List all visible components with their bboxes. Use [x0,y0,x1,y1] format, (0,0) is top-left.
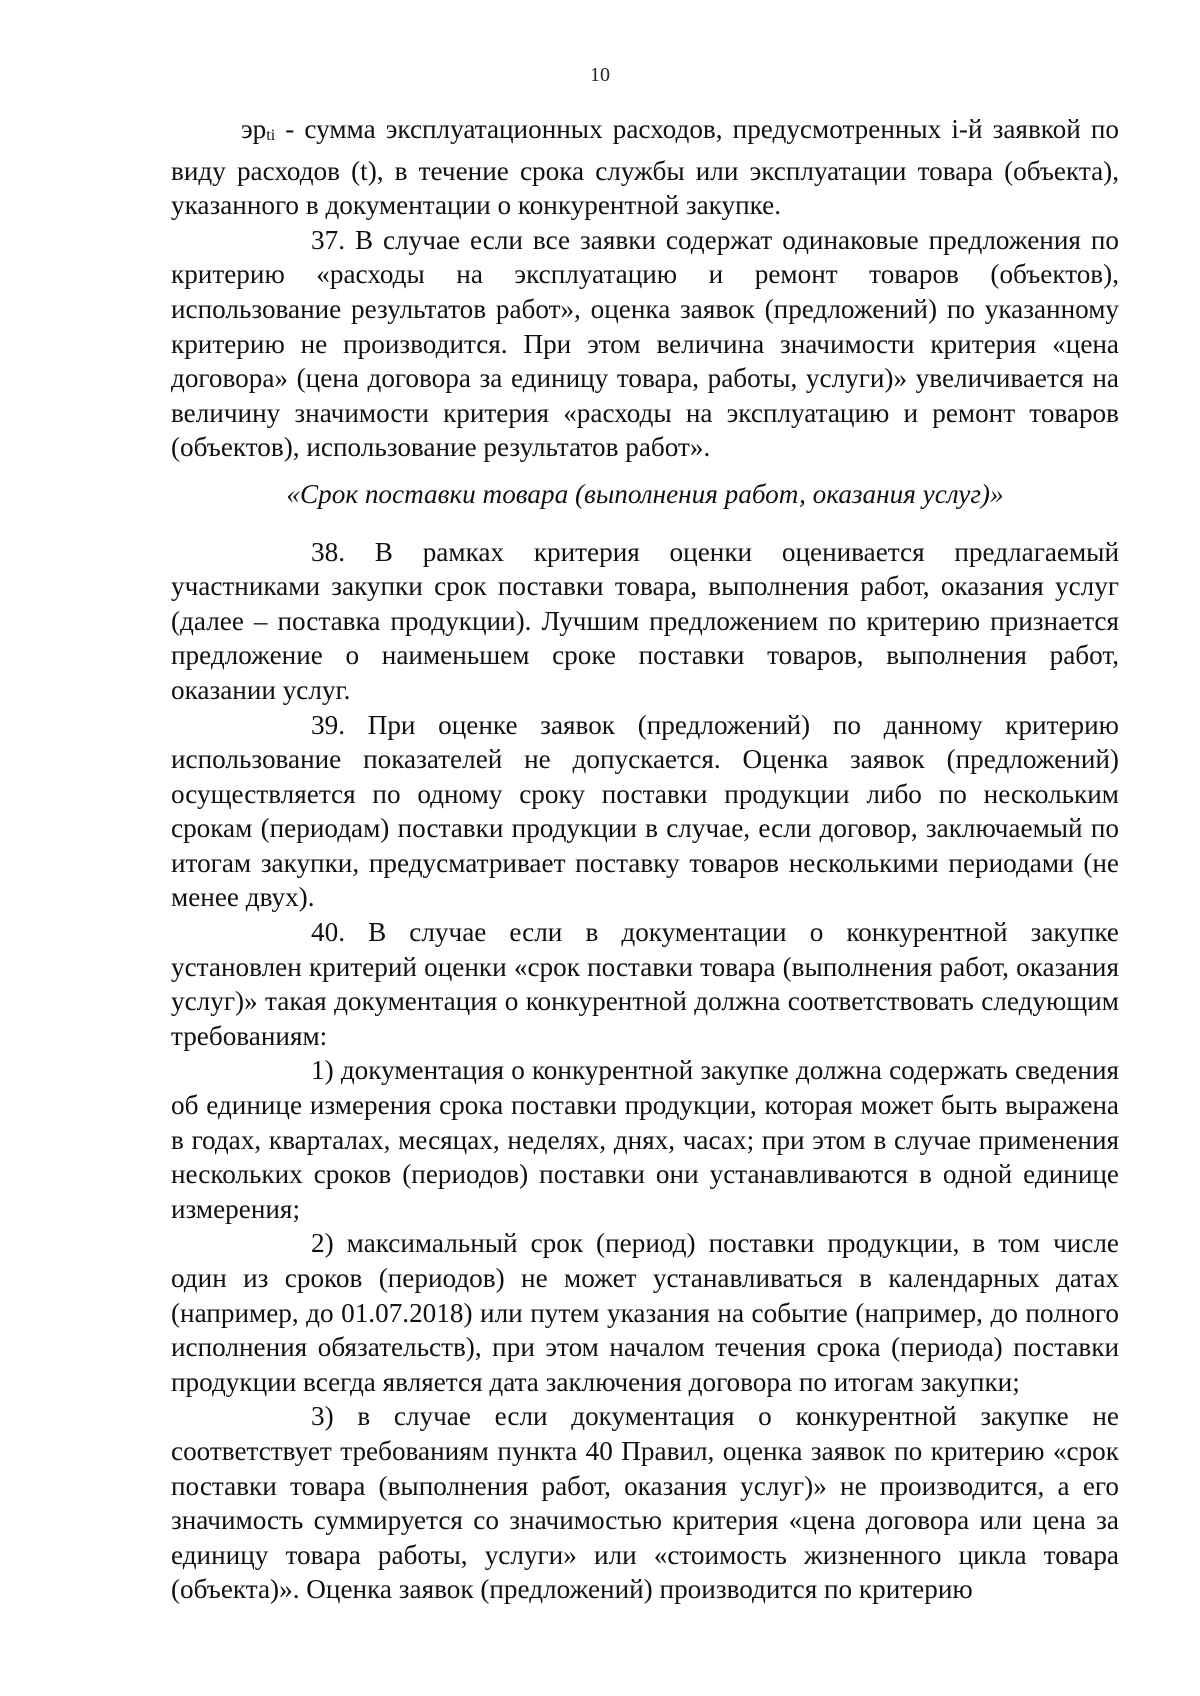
paragraph-text: При оценке заявок (предложений) по данному критерию использование показателей не допускается. Оценка заявок (предложений) осуществляется по одному сроку поставки продукции либо по нескольким срокам (периодам) поставки продукции в случае, если договор, заключаемый по итогам закупки, предусматривает поставку товаров несколькими периодами (не менее двух). [171,709,1119,913]
formula-symbol: эр [241,114,267,144]
paragraph-number: 37. [311,224,345,255]
paragraph-text: В рамках критерия оценки оценивается предлагаемый участниками закупки срок поставки товара, выполнения работ, оказания услуг (далее – поставка продукции). Лучшим предложением по критерию признается предложение о наименьшем сроке поставки товаров, выполнения работ, оказании услуг. [171,536,1119,705]
paragraph-39 [171,708,1119,916]
paragraph-40 [171,915,1119,1053]
document-body [171,112,1119,1607]
list-item-text: максимальный срок (период) поставки продукции, в том числе один из сроков (периодов) не может устанавливаться в календарных датах (например, до 01.07.2018) или путем указания на событие (например, до полного исполнения обязательств), при этом началом течения срока (периода) поставки продукции всегда является дата заключения договора по итогам закупки; [171,1228,1119,1397]
section-heading: «Срок поставки товара (выполнения работ, оказания услуг)» [286,478,1004,509]
paragraph-text: - сумма эксплуатационных расходов, предусмотренных i-й заявкой по виду расходов (t), в течение срока службы или эксплуатации товара (объекта), указанного в документации о конкурентной закупке. [171,114,1119,221]
paragraph-number: 38. [311,536,345,567]
paragraph-37 [171,223,1119,465]
list-item-number: 2) [311,1228,334,1259]
list-item-text: документация о конкурентной закупке должна содержать сведения об единице измерения срока поставки продукции, которая может быть выражена в годах, кварталах, месяцах, неделях, днях, часах; при этом в случае применения нескольких сроков (периодов) поставки они устанавливаются в одной единице измерения; [171,1055,1120,1224]
list-item-number: 3) [311,1401,334,1432]
paragraph-text: В случае если все заявки содержат одинаковые предложения по критерию «расходы на эксплуатацию и ремонт товаров (объектов), использование результатов работ», оценка заявок (предложений) по указанному критерию не производится. При этом величина значимости критерия «цена договора» (цена договора за единицу товара, работы, услуги)» увеличивается на величину значимости критерия «расходы на эксплуатацию и ремонт товаров (объектов), использование результатов работ». [171,224,1120,463]
paragraph-38 [171,535,1119,708]
list-item-number: 1) [311,1055,334,1086]
paragraph-text: В случае если в документации о конкурентной закупке установлен критерий оценки «срок поставки товара (выполнения работ, оказания услуг)» такая документация о конкурентной должна соответствовать следующим требованиям: [171,917,1120,1051]
list-item-2 [171,1226,1119,1399]
paragraph-erti-definition [171,112,1119,223]
page-number: 10 [590,64,610,86]
formula-subscript: ti [266,127,276,144]
list-item-text: в случае если документация о конкурентной закупке не соответствует требованиям пункта 40 Правил, оценка заявок по критерию «срок поставки товара (выполнения работ, оказания услуг)» не производится, а его значимость суммируется со значимостью критерия «цена договора или цена за единицу товара работы, услуги» или «стоимость жизненного цикла товара (объекта)». Оценка заявок (предложений) производится по критерию [171,1401,1120,1605]
list-item-1 [171,1053,1119,1226]
paragraph-number: 39. [311,709,345,740]
paragraph-number: 40. [311,917,345,948]
list-item-3 [171,1399,1119,1607]
